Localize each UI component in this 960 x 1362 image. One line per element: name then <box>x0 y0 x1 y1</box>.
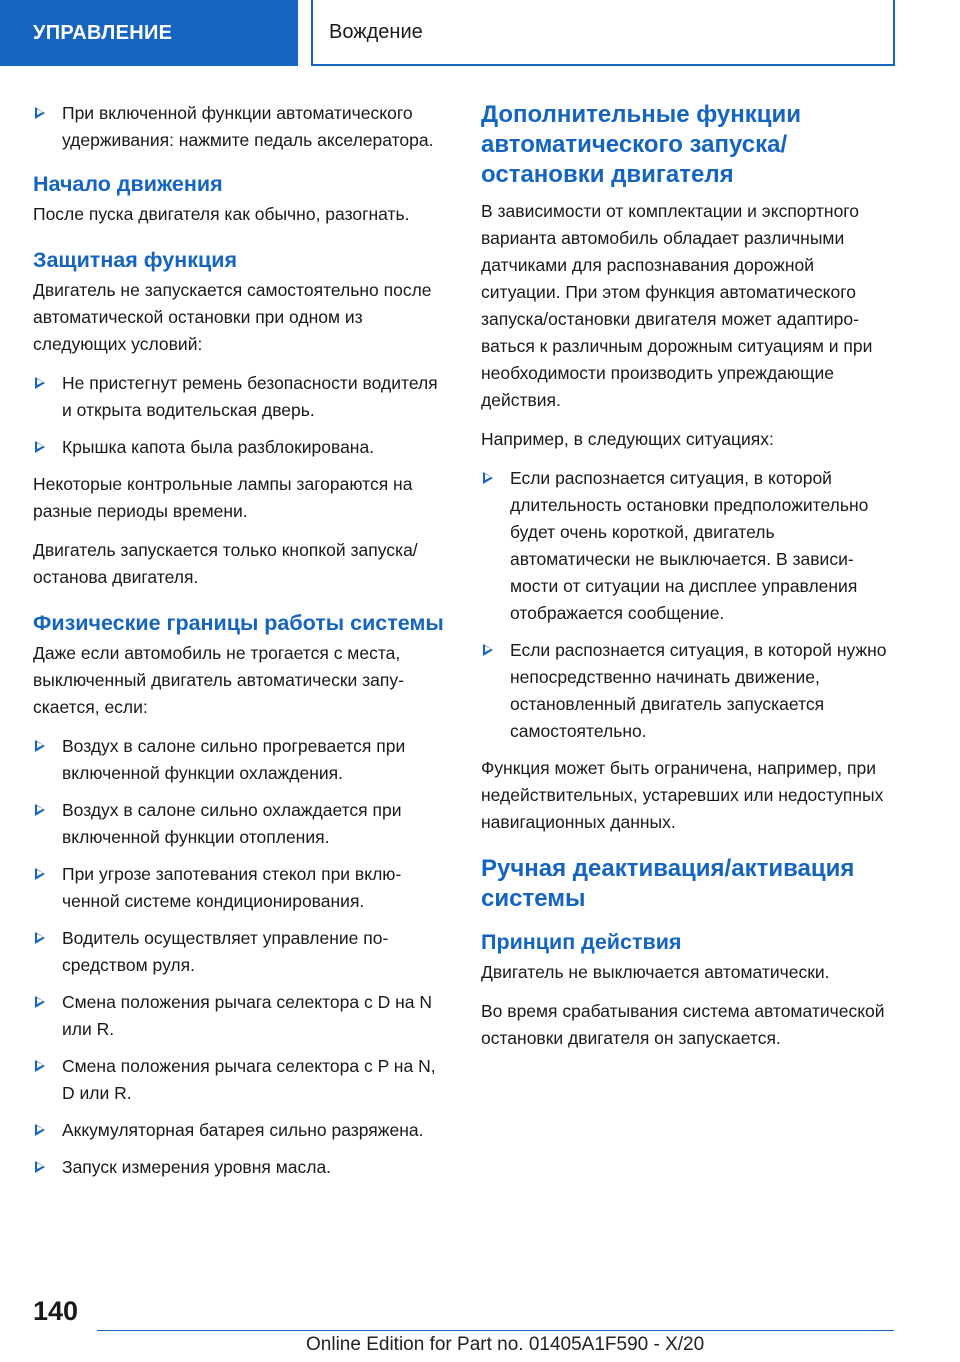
heading-principle: Принцип действия <box>481 930 682 954</box>
paragraph: После пуска двигателя как обычно, разогнать. <box>33 204 410 224</box>
list-item: При включенной функции автоматического удерживания: нажмите педаль акселератора. <box>33 100 448 154</box>
paragraph: В зависимости от комплектации и экспортного варианта автомобиль обладает различными датчиками для распознавания дорожной ситуации. При этом функция автоматического запуска/остановки двигателя может адаптироваться к различным дорожным ситуациям и при необходимости производить упреждающие действия. <box>481 201 873 410</box>
section-title: УПРАВЛЕНИЕ <box>33 21 173 44</box>
heading-protect: Защитная функция <box>33 248 237 272</box>
paragraph: Некоторые контрольные лампы загораются на разные периоды времени. <box>33 474 413 521</box>
list-item: Смена положения рычага селектора с D на N или R. <box>33 989 448 1043</box>
triangle-bullet-icon <box>35 1124 45 1136</box>
triangle-bullet-icon <box>35 1161 45 1173</box>
right-column <box>481 100 896 1064</box>
chapter-tab <box>311 0 895 66</box>
list-item: Аккумуляторная батарея сильно разряжена. <box>33 1117 448 1144</box>
list-item: Водитель осуществляет управление посредством руля. <box>33 925 448 979</box>
paragraph: Двигатель не запускается самостоятельно после автоматической остановки при одном из следующих условий: <box>33 280 432 354</box>
heading-start: Начало движения <box>33 172 223 196</box>
example-list <box>481 465 896 745</box>
triangle-bullet-icon <box>35 377 45 389</box>
triangle-bullet-icon <box>35 804 45 816</box>
paragraph: Даже если автомобиль не трогается с места, выключенный двигатель автоматически запускается, если: <box>33 643 404 717</box>
footer-edition: Online Edition for Part no. 01405A1F590 - X/20 <box>306 1334 705 1355</box>
heading-limits: Физические границы работы системы <box>33 611 444 635</box>
list-item: Крышка капота была разблокирована. <box>33 434 448 461</box>
list-item: Не пристегнут ремень безопасности водителя и открыта водительская дверь. <box>33 370 448 424</box>
triangle-bullet-icon <box>35 740 45 752</box>
list-item: Если распознается ситуация, в которой длительность остановки предположительно будет очень короткой, двигатель автоматически не выключается. В зависимости от ситуации на дисплее управления отображается сообщение. <box>481 465 896 627</box>
auto-hold-list <box>33 100 448 154</box>
triangle-bullet-icon <box>483 644 493 656</box>
paragraph: Функция может быть ограничена, например, при недействительных, устаревших или недоступных навигационных данных. <box>481 758 884 832</box>
section-tab <box>0 0 298 66</box>
list-item: Запуск измерения уровня масла. <box>33 1154 448 1181</box>
triangle-bullet-icon <box>35 996 45 1008</box>
list-item: При угрозе запотевания стекол при включенной системе кондиционирования. <box>33 861 448 915</box>
triangle-bullet-icon <box>35 932 45 944</box>
triangle-bullet-icon <box>35 1060 45 1072</box>
left-column <box>33 100 448 1191</box>
page-number: 140 <box>33 1296 79 1326</box>
protect-list <box>33 370 448 461</box>
list-item: Смена положения рычага селектора с P на N, D или R. <box>33 1053 448 1107</box>
list-item: Воздух в салоне сильно охлаждается при включенной функции отопления. <box>33 797 448 851</box>
triangle-bullet-icon <box>483 472 493 484</box>
heading-extra: Дополнительные функции автоматического запуска/ остановки двигателя <box>481 101 802 188</box>
paragraph: Двигатель запускается только кнопкой запуска/останова двигателя. <box>33 540 418 587</box>
heading-manual: Ручная деактивация/активация системы <box>481 855 855 912</box>
list-item: Если распознается ситуация, в которой нужно непосредственно начинать движение, остановленный двигатель запускается самостоятельно. <box>481 637 896 745</box>
chapter-title: Вождение <box>329 20 423 43</box>
triangle-bullet-icon <box>35 441 45 453</box>
list-item: Воздух в салоне сильно прогревается при включенной функции охлаждения. <box>33 733 448 787</box>
limits-list <box>33 733 448 1181</box>
paragraph: Например, в следующих ситуациях: <box>481 429 774 449</box>
paragraph: Двигатель не выключается автоматически. <box>481 962 830 982</box>
triangle-bullet-icon <box>35 107 45 119</box>
footer-divider <box>97 1330 894 1331</box>
triangle-bullet-icon <box>35 868 45 880</box>
paragraph: Во время срабатывания система автоматической остановки двигателя он запускается. <box>481 1001 885 1048</box>
